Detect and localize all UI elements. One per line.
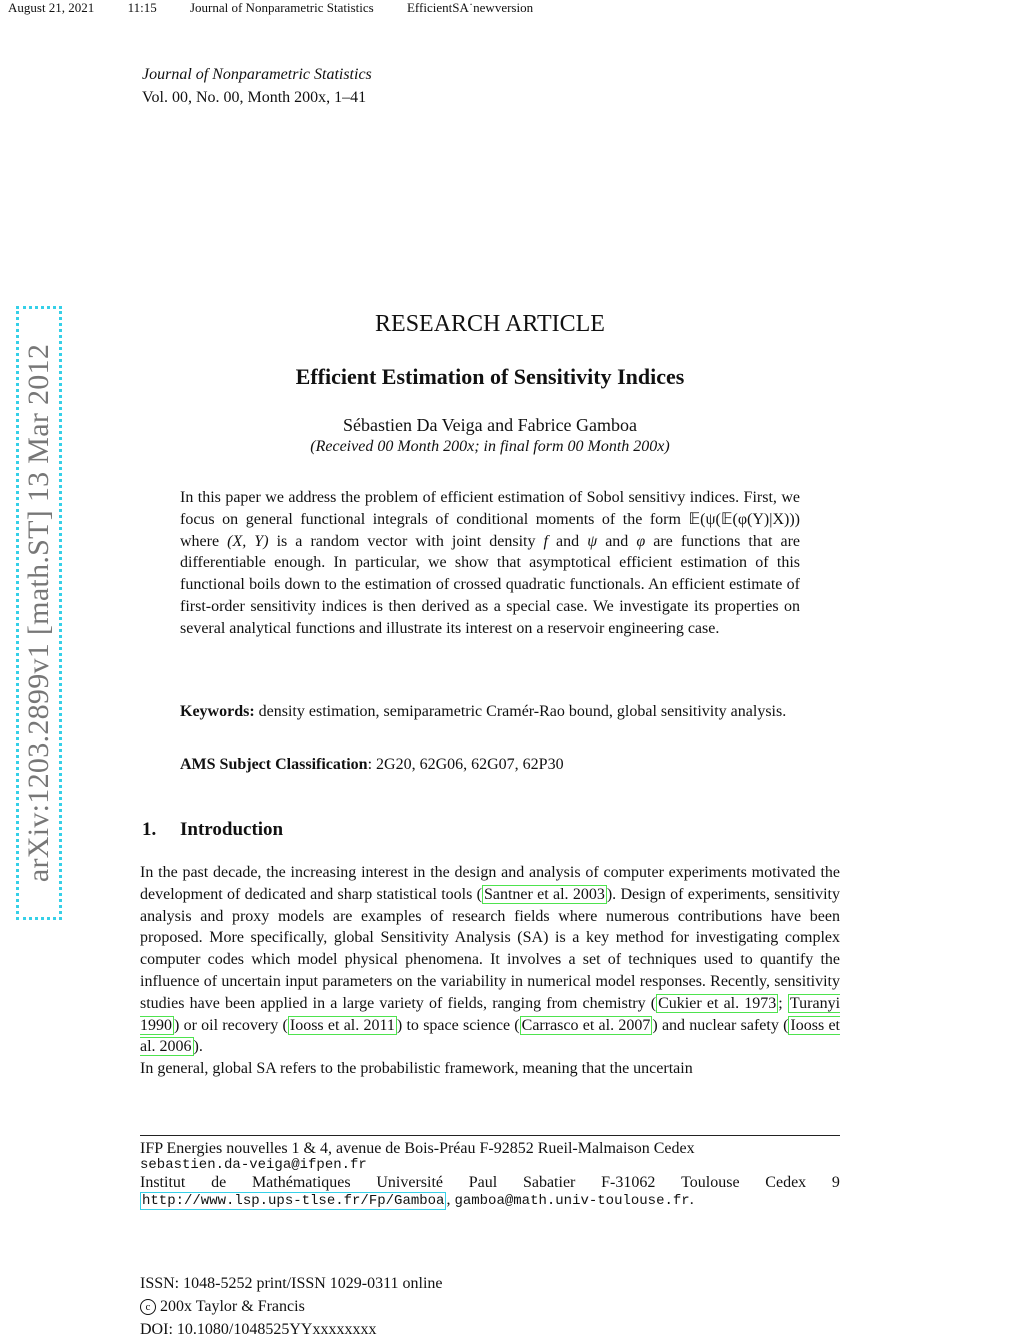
ams-label: AMS Subject Classification bbox=[180, 756, 368, 773]
section-title: Introduction bbox=[180, 819, 284, 840]
abstract-text: is a random vector with joint density bbox=[268, 532, 544, 550]
introduction-text bbox=[140, 862, 840, 1080]
abstract-symbol: ψ bbox=[587, 532, 598, 550]
journal-volume: Vol. 00, No. 00, Month 200x, 1–41 bbox=[142, 89, 367, 106]
citation-link[interactable]: Cukier et al. 1973 bbox=[658, 994, 777, 1012]
doi: DOI: 10.1080/1048525YYxxxxxxxx bbox=[140, 1321, 377, 1338]
affiliation-word: Université bbox=[376, 1174, 443, 1191]
intro-text: In the past decade, the increasing interest in the design and analysis of computer experiments motivated the development of dedicated and sharp statistical tools ( bbox=[140, 864, 840, 903]
header-journal: Journal of Nonparametric Statistics bbox=[189, 0, 374, 15]
footnote-rule bbox=[140, 1135, 840, 1136]
ams-text: : 2G20, 62G06, 62G07, 62P30 bbox=[367, 756, 564, 773]
ams-classification bbox=[180, 754, 800, 776]
affiliation-2 bbox=[140, 1174, 840, 1191]
affiliation-word: de bbox=[211, 1174, 227, 1191]
authors: Sébastien Da Veiga and Fabrice Gamboa bbox=[342, 415, 638, 435]
separator: , bbox=[446, 1191, 455, 1208]
arxiv-identifier[interactable]: arXiv:1203.2899v1 [math.ST] 13 Mar 2012 bbox=[22, 343, 55, 883]
citation-link[interactable]: Santner et al. 2003 bbox=[483, 885, 605, 903]
abstract-symbol: φ bbox=[636, 532, 646, 550]
email-1[interactable]: sebastien.da-veiga@ifpen.fr bbox=[140, 1157, 367, 1173]
keywords-label: Keywords: bbox=[180, 703, 255, 720]
abstract-text: where bbox=[180, 532, 228, 550]
citation-link[interactable]: Iooss et al. 2011 bbox=[289, 1016, 395, 1034]
affiliation-word: Cedex bbox=[765, 1174, 807, 1191]
citation-link[interactable]: Carrasco et al. 2007 bbox=[521, 1016, 651, 1034]
affiliation-word: Mathématiques bbox=[251, 1174, 351, 1191]
abstract-formula: 𝔼(ψ(𝔼(φ(Y)|X))) bbox=[688, 510, 800, 528]
contact-2 bbox=[140, 1191, 840, 1210]
abstract-text: and bbox=[597, 532, 637, 550]
citation-link[interactable]: Iooss et al. 2006 bbox=[140, 1016, 841, 1056]
intro-text: ) and nuclear safety ( bbox=[652, 1016, 789, 1034]
paper-title: Efficient Estimation of Sensitivity Indices bbox=[295, 364, 685, 389]
abstract-text: In this paper we address the problem of efficient estimation of Sobol sensitivy indices. First, we focus on general functional integrals of conditional moments of the form bbox=[180, 489, 800, 528]
copyright-symbol: c bbox=[140, 1299, 156, 1315]
affiliation-word: Paul bbox=[468, 1174, 498, 1191]
footnotes bbox=[140, 1140, 840, 1210]
intro-text: ) to space science ( bbox=[396, 1016, 520, 1034]
issn: ISSN: 1048-5252 print/ISSN 1029-0311 online bbox=[140, 1275, 443, 1292]
journal-name: Journal of Nonparametric Statistics bbox=[142, 66, 372, 83]
abstract-text: are functions that are differentiable enough. In particular, we show that asymptotical efficient estimation of this functional boils down to the estimation of crossed quadratic functionals. An efficient estimate of first-order sensitivity indices is then derived as a special case. We investigate its properties on several analytical functions and illustrate its interest on a reservoir engineering case. bbox=[180, 532, 800, 637]
affiliation-word: Institut bbox=[140, 1174, 186, 1191]
header-date: August 21, 2021 bbox=[8, 0, 95, 15]
abstract-symbol: f bbox=[543, 532, 548, 550]
homepage-link[interactable]: http://www.lsp.ups-tlse.fr/Fp/Gamboa bbox=[142, 1193, 445, 1209]
received-dates: (Received 00 Month 200x; in final form 00 Month 200x) bbox=[310, 438, 670, 455]
intro-text: ). bbox=[193, 1038, 203, 1056]
period: . bbox=[689, 1191, 694, 1208]
copyright-text: 200x Taylor & Francis bbox=[156, 1298, 305, 1315]
abstract-text: and bbox=[548, 532, 588, 550]
header-time: 11:15 bbox=[127, 0, 157, 15]
citation-link[interactable]: Turanyi 1990 bbox=[140, 994, 841, 1034]
affiliation-word: Toulouse bbox=[681, 1174, 740, 1191]
intro-text: In general, global SA refers to the probabilistic framework, meaning that the uncertain bbox=[140, 1060, 693, 1078]
abstract bbox=[180, 487, 800, 640]
header-file: EfficientSA˙newversion bbox=[406, 0, 534, 15]
section-heading bbox=[142, 819, 283, 841]
article-type: RESEARCH ARTICLE bbox=[375, 311, 605, 337]
keywords-text: density estimation, semiparametric Cramér-Rao bound, global sensitivity analysis. bbox=[254, 703, 787, 720]
intro-text: ) or oil recovery ( bbox=[174, 1016, 288, 1034]
affiliation-word: 9 bbox=[831, 1174, 840, 1191]
running-header bbox=[8, 0, 563, 16]
intro-text: ). Design of experiments, sensitivity analysis and proxy models are examples of research fields where numerous contributions have been proposed. More specifically, global Sensitivity Analysis (SA) is a key method for investigating complex computer codes which model physical phenomena. It involves a set of techniques used to quantify the influence of uncertain input parameters on the variability in numerical model responses. Recently, sensitivity studies have been applied in a large variety of fields, ranging from chemistry ( bbox=[140, 885, 840, 1012]
affiliation-1: IFP Energies nouvelles 1 & 4, avenue de Bois-Préau F-92852 Rueil-Malmaison Cedex bbox=[140, 1140, 695, 1157]
intro-text: ; bbox=[778, 994, 788, 1012]
abstract-formula: (X, Y) bbox=[227, 532, 269, 550]
affiliation-word: Sabatier bbox=[522, 1174, 576, 1191]
keywords bbox=[180, 701, 800, 723]
copyright bbox=[140, 1298, 305, 1316]
email-2[interactable]: gamboa@math.univ-toulouse.fr bbox=[454, 1193, 690, 1209]
affiliation-word: F-31062 bbox=[601, 1174, 656, 1191]
arxiv-stamp[interactable] bbox=[16, 306, 62, 920]
section-number: 1. bbox=[142, 819, 157, 840]
